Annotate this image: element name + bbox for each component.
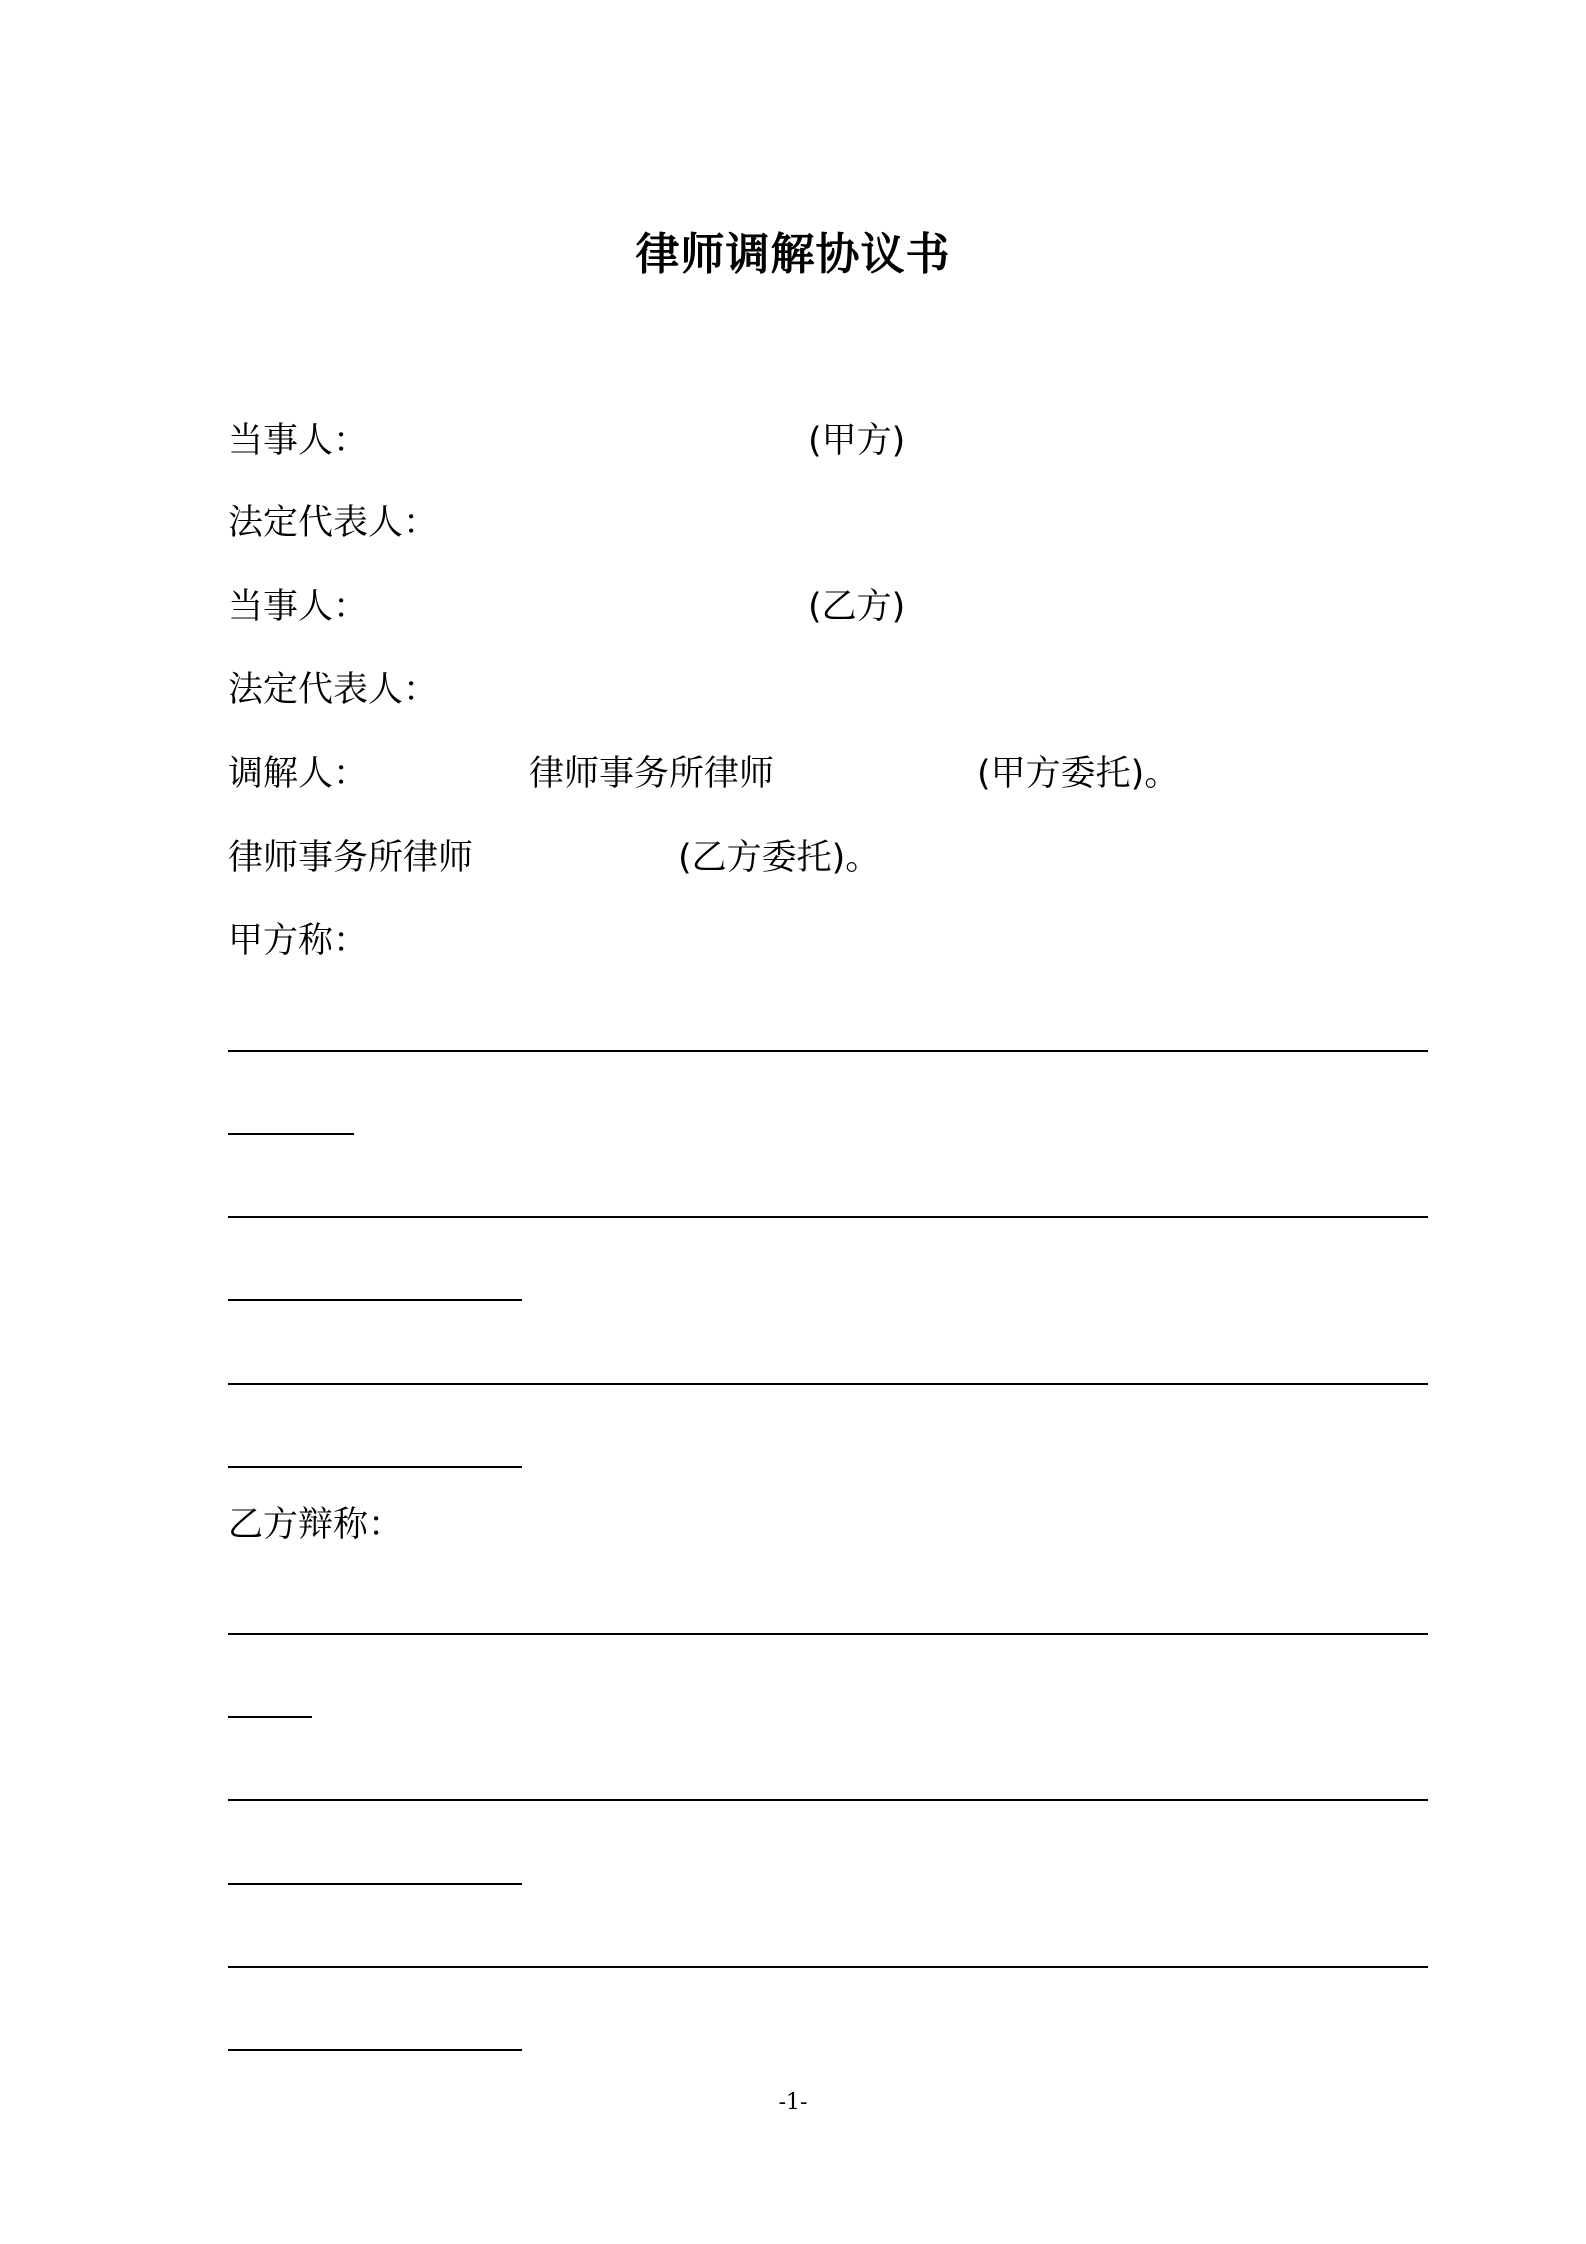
blank-line xyxy=(228,2049,522,2051)
blank-line xyxy=(228,1383,1428,1385)
party-b-defense-label: 乙方辩称： xyxy=(228,1505,404,1545)
blank-line xyxy=(228,1966,1428,1968)
blank-line xyxy=(228,1633,1428,1635)
party-b-role: (乙方) xyxy=(808,587,906,627)
mediator-note-b: (乙方委托)。 xyxy=(678,838,881,878)
party-b-label: 当事人： xyxy=(228,587,369,627)
party-a-claim-label: 甲方称： xyxy=(228,921,369,961)
party-a-role: (甲方) xyxy=(808,421,906,461)
mediator-firm-a: 律师事务所律师 xyxy=(529,754,775,794)
blank-line xyxy=(228,1466,522,1468)
party-a-label: 当事人： xyxy=(228,421,369,461)
mediator-note-a: (甲方委托)。 xyxy=(977,754,1180,794)
mediator-firm-b: 律师事务所律师 xyxy=(228,838,474,878)
document-title: 律师调解协议书 xyxy=(635,229,951,280)
blank-line xyxy=(228,1716,312,1718)
blank-line xyxy=(228,1133,354,1135)
mediator-label: 调解人： xyxy=(228,754,369,794)
blank-line xyxy=(228,1799,1428,1801)
blank-line xyxy=(228,1883,522,1885)
party-b-rep-label: 法定代表人： xyxy=(228,670,439,710)
party-a-rep-label: 法定代表人： xyxy=(228,503,439,543)
blank-line xyxy=(228,1050,1428,1052)
blank-line xyxy=(228,1216,1428,1218)
blank-line xyxy=(228,1299,522,1301)
page-number: -1- xyxy=(778,2090,808,2115)
